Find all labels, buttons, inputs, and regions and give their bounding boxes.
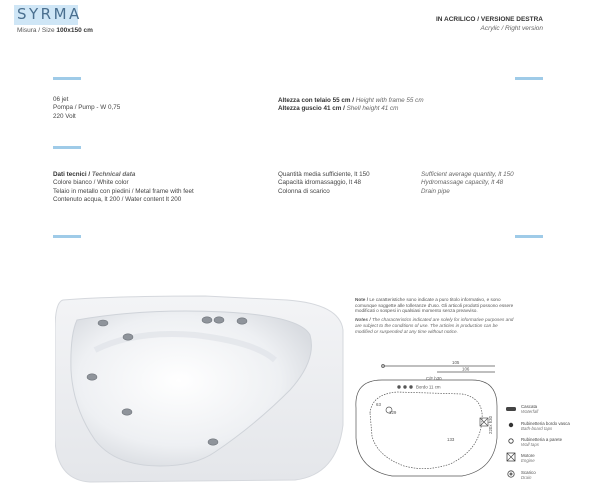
- bathtub-photo: [55, 290, 345, 485]
- dim-left: 106: [462, 366, 470, 372]
- notes-it: Note / Le caratteristiche sono indicate a puro titolo informativo, e sono comunque soggette alle tolleranze d'uso. Gli articoli prodotti possono essere modificati o sospesi in qualsiasi momento senza preavviso.: [355, 297, 514, 314]
- bordo-label: Bordo 11 cm: [416, 384, 441, 390]
- notes-block: [355, 297, 515, 334]
- legend-bathboard-taps: Rubinetteria bordo vasca Bath-board taps: [521, 421, 570, 431]
- waterfall-icon: [506, 407, 516, 411]
- version-en: Acrylic / Right version: [480, 25, 543, 32]
- dim-side: 220x h30: [488, 415, 493, 434]
- product-title: SYRMA: [17, 5, 82, 23]
- dim-top: 105: [452, 360, 460, 365]
- technical-data: [53, 171, 194, 205]
- version-it: IN ACRILICO / VERSIONE DESTRA: [435, 16, 543, 23]
- wall-tap-icon: [509, 439, 513, 443]
- jets-count: 06 jet: [53, 96, 69, 103]
- shell-height: Altezza guscio 41 cm / Shell height 41 cm: [278, 105, 399, 113]
- accent-bar: [515, 235, 543, 238]
- technical-drawing: [352, 358, 502, 484]
- notes-en: Notes / The characteristics indicated are solely for informative purposes and are subject to the conditions of use. The articles in production can be modified or suspended at any time without notice.: [355, 317, 514, 334]
- specs-left: [53, 96, 120, 121]
- legend-symbols: [504, 404, 518, 484]
- cf-label: C/F h30: [426, 376, 442, 381]
- legend-engine: Motore Engine: [521, 453, 535, 463]
- legend-wall-taps: Rubinetteria a parete Wall taps: [521, 437, 563, 447]
- frame-spec: Telaio in metallo con piedini / Metal frame with feet: [53, 187, 194, 195]
- legend-drain: Scarico Drain: [521, 470, 536, 480]
- accent-bar: [53, 235, 81, 238]
- accent-bar: [53, 146, 81, 149]
- water-spec: Contenuto acqua, lt 200 / Water content lt 200: [53, 196, 182, 204]
- engine-icon: [507, 453, 515, 461]
- version-block: [436, 15, 543, 33]
- dim-inner2: 133: [447, 437, 455, 442]
- quantities-en: Sufficient average quantity, lt 150 Hydromassage capacity, lt 48 Drain pipe: [421, 171, 514, 195]
- voltage: 220 Volt: [53, 112, 76, 120]
- accent-bar: [53, 77, 81, 80]
- specs-heights: [278, 97, 424, 114]
- accent-bar: [515, 77, 543, 80]
- color-spec: Colore bianco / White color: [53, 179, 129, 187]
- dim-inner3: 63: [376, 402, 381, 407]
- pump-power: Pompa / Pump - W 0,75: [53, 104, 121, 112]
- bathboard-tap-icon: [509, 423, 513, 427]
- technical-heading: Dati tecnici / Technical data: [53, 171, 136, 178]
- size-line: Misura / Size 100x150 cm: [17, 27, 93, 34]
- quantities-it: Quantità media sufficiente, lt 150 Capacità idromassaggio, lt 48 Colonna di scarico: [278, 171, 370, 195]
- dim-inner1: 129: [389, 410, 397, 415]
- height-with-frame: Altezza con telaio 55 cm / Height with frame 55 cm: [278, 97, 424, 104]
- drain-icon: [508, 471, 514, 477]
- legend-waterfall: Cascata Waterfall: [521, 404, 539, 414]
